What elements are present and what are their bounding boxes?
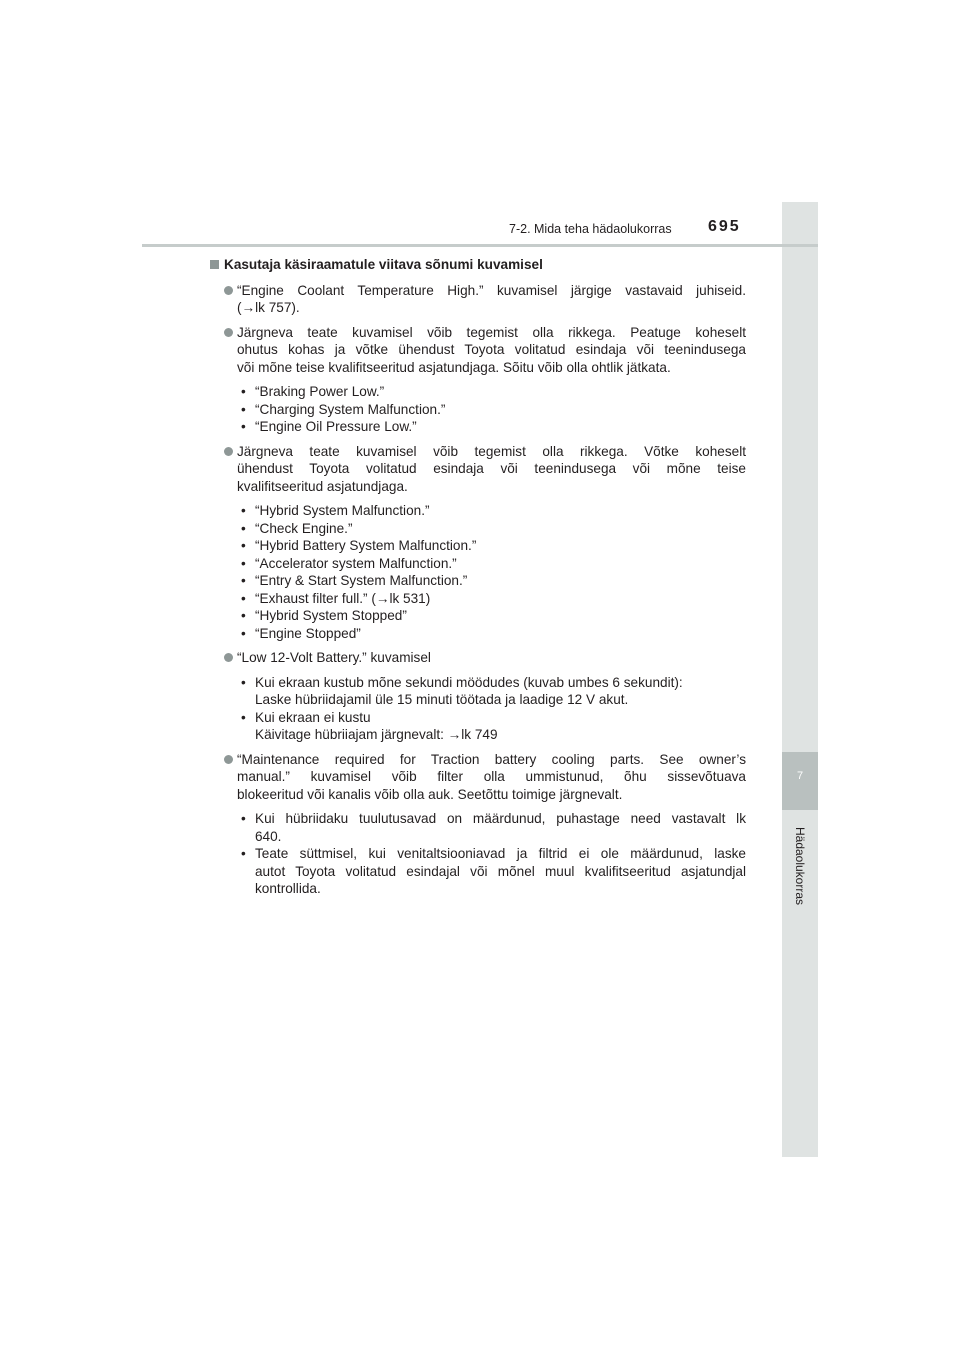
message-list (210, 383, 746, 436)
message-item: • “Entry & Start System Malfunction.” (241, 572, 746, 590)
message-item: • “Charging System Malfunction.” (241, 401, 746, 419)
circle-bullet-icon (224, 286, 233, 295)
chapter-label: Hädaolukorras (793, 826, 807, 906)
item-line: kvalifitseeritud asjatundjaga. (237, 478, 408, 494)
instruction-line: • Kui hübriidaku tuulutusavad on määrdunud, puhastage need vastavalt lk (255, 811, 746, 826)
message-item: • “Engine Stopped” (241, 625, 746, 643)
message-item: • “Engine Oil Pressure Low.” (241, 418, 746, 436)
list-item (210, 443, 746, 496)
item-line: või mõne teise kvalifitseeritud asjatundjaga. Sõitu võib olla ohtlik jätkata. (237, 359, 671, 375)
message-item: • “Hybrid System Malfunction.” (241, 502, 746, 520)
item-line: “Engine Coolant Temperature High.” kuvamisel järgige vastavaid juhiseid. (237, 282, 746, 298)
item-line: blokeeritud või kanalis võib olla auk. Seetõttu toimige järgnevalt. (237, 786, 623, 802)
instruction-line: • Teate süttmisel, kui venitaltsiooniavad ja filtrid ei ole määrdunud, laske (255, 846, 746, 861)
message-list (210, 502, 746, 642)
circle-bullet-icon (224, 653, 233, 662)
message-item: • “Hybrid System Stopped” (241, 607, 746, 625)
instruction-list (210, 674, 746, 744)
item-line: Järgneva teate kuvamisel võib tegemist olla rikkega. Peatuge koheselt (237, 324, 746, 340)
instruction-item (241, 810, 746, 845)
item-line: ohutus kohas ja võtke ühendust Toyota volitatud esindaja või teenindusega (237, 342, 746, 357)
chapter-number: 7 (796, 770, 804, 782)
instruction-line: • Kui ekraan ei kustu (255, 709, 371, 725)
message-item: • “Check Engine.” (241, 520, 746, 538)
instruction-line: 640. (255, 828, 282, 844)
header-divider (142, 244, 818, 247)
message-item: • “Braking Power Low.” (241, 383, 746, 401)
list-item (210, 282, 746, 317)
message-item-page-link[interactable]: • “Exhaust filter full.” (→lk 531) (241, 590, 746, 608)
list-item (210, 324, 746, 377)
instruction-item (241, 674, 746, 709)
section-title: 7-2. Mida teha hädaolukorras (509, 222, 672, 236)
instruction-item (241, 709, 746, 744)
item-line: (→lk 757). (237, 300, 300, 315)
list-item (210, 751, 746, 804)
instruction-line: Laske hübriidajamil üle 15 minuti töötada ja laadige 12 V akut. (255, 692, 629, 707)
item-line: Järgneva teate kuvamisel võib tegemist olla rikkega. Võtke koheselt (237, 443, 746, 459)
instruction-line: autot Toyota volitatud esindajal või mõnel muul kvalifitseeritud asjatundjal (255, 863, 746, 879)
page-number: 695 (708, 218, 741, 235)
circle-bullet-icon (224, 447, 233, 456)
item-line: ühendust Toyota volitatud esindaja või teenindusega või mõne teise (237, 461, 746, 476)
section-heading (210, 256, 746, 274)
item-line: “Maintenance required for Traction battery cooling parts. See owner’s (237, 751, 746, 767)
item-line: manual.” kuvamisel võib filter olla ummistunud, õhu sissevõtuava (237, 769, 746, 784)
message-item: • “Hybrid Battery System Malfunction.” (241, 537, 746, 555)
chapter-side-tab (782, 202, 818, 1157)
instruction-line: kontrollida. (255, 881, 321, 896)
message-item: • “Accelerator system Malfunction.” (241, 555, 746, 573)
list-item (210, 649, 746, 667)
page-content (210, 256, 746, 905)
item-line: “Low 12-Volt Battery.” kuvamisel (237, 650, 431, 665)
circle-bullet-icon (224, 328, 233, 337)
section-heading-text: Kasutaja käsiraamatule viitava sõnumi kuvamisel (224, 257, 543, 272)
instruction-list (210, 810, 746, 898)
square-bullet-icon (210, 260, 219, 269)
circle-bullet-icon (224, 755, 233, 764)
instruction-line: • Kui ekraan kustub mõne sekundi möödudes (kuvab umbes 6 sekundit): (255, 674, 683, 690)
instruction-line-page-link[interactable]: Käivitage hübriiajam järgnevalt: →lk 749 (255, 727, 498, 742)
instruction-item (241, 845, 746, 898)
